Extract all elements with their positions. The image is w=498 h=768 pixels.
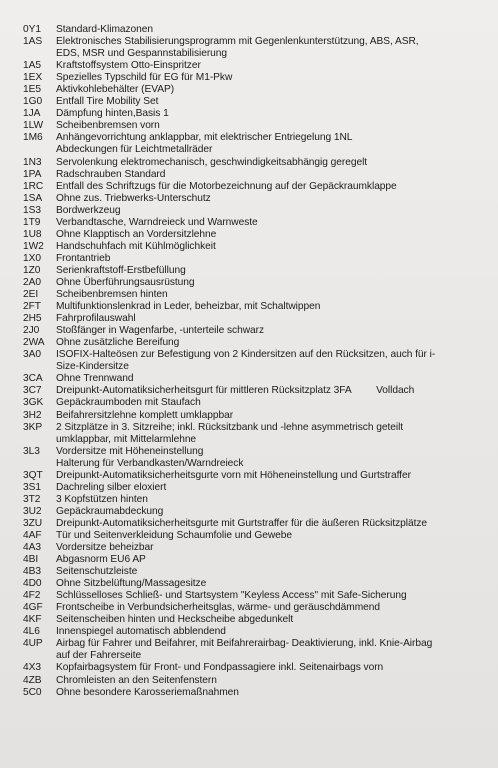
option-code: 5C0: [23, 686, 42, 698]
list-item: [23, 554, 488, 566]
option-description: Elektronisches Stabilisierungsprogramm mit Gegenlenkunterstützung, ABS, ASR,: [56, 36, 419, 48]
option-code: 2A0: [23, 276, 41, 288]
option-description: ISOFIX-Halteösen zur Befestigung von 2 Kindersitzen auf den Rücksitzen, auch für i-: [56, 349, 436, 361]
option-code: 1A5: [23, 60, 41, 72]
option-code: 3CA: [23, 373, 43, 385]
list-item: [23, 205, 488, 217]
option-description: Verbandtasche, Warndreieck und Warnweste: [56, 216, 258, 228]
option-code: [23, 434, 56, 446]
option-code: 3A0: [23, 349, 41, 361]
option-code: 4D0: [23, 578, 42, 590]
option-code: 2J0: [23, 325, 40, 337]
list-item: [23, 518, 488, 530]
option-code: 4BI: [23, 554, 39, 566]
list-item: [23, 446, 488, 458]
list-item: [23, 675, 488, 687]
option-code: 3S1: [23, 481, 41, 493]
list-item: [23, 494, 488, 506]
option-description: Scheibenbremsen vorn: [56, 120, 160, 132]
option-code: 3KP: [23, 421, 43, 433]
option-code: 4L6: [23, 626, 40, 638]
list-item: [23, 422, 488, 434]
list-item: [23, 434, 488, 446]
list-item: [23, 373, 488, 385]
option-code: 1JA: [23, 108, 41, 120]
option-description: auf der Fahrerseite: [56, 650, 142, 662]
list-item: [23, 578, 488, 590]
option-description: Kopfairbagsystem für Front- und Fondpassagiere inkl. Seitenairbags vorn: [56, 662, 384, 674]
list-item: [23, 385, 488, 397]
option-description: Abdeckungen für Leichtmetallräder: [56, 144, 213, 156]
option-code: 3T2: [23, 493, 41, 505]
option-code: 3QT: [23, 469, 43, 481]
option-description: Serienkraftstoff-Erstbefüllung: [56, 264, 186, 276]
option-code: 1G0: [23, 96, 43, 108]
list-item: [23, 289, 488, 301]
option-description: Frontscheibe in Verbundsicherheitsglas, wärme- und geräuschdämmend: [56, 602, 381, 614]
list-item: [23, 72, 488, 84]
option-code: 1X0: [23, 252, 41, 264]
list-item: [23, 229, 488, 241]
option-description: Schlüsselloses Schließ- und Startsystem "Keyless Access" mit Safe-Sicherung: [56, 590, 407, 602]
option-description: Innenspiegel automatisch abblendend: [56, 626, 226, 638]
option-description: umklappbar, mit Mittelarmlehne: [56, 433, 197, 445]
list-item: [23, 157, 488, 169]
option-code: 1E5: [23, 84, 41, 96]
option-code: 1N3: [23, 156, 42, 168]
option-code: 1PA: [23, 168, 42, 180]
option-description: Bordwerkzeug: [56, 204, 121, 216]
list-item: [23, 614, 488, 626]
list-item: [23, 337, 488, 349]
list-item: [23, 325, 488, 337]
option-description: Abgasnorm EU6 AP: [56, 554, 146, 566]
option-code: 1RC: [23, 180, 44, 192]
option-code: [23, 48, 56, 60]
option-description: Ohne besondere Karosseriemaßnahmen: [56, 686, 239, 698]
option-description: Chromleisten an den Seitenfenstern: [56, 674, 217, 686]
option-code: 1M6: [23, 132, 43, 144]
list-item: [23, 169, 488, 181]
option-description: 2 Sitzplätze in 3. Sitzreihe; inkl. Rücksitzbank und -lehne asymmetrisch geteilt: [56, 421, 404, 433]
list-item: [23, 36, 488, 48]
option-code: 2H5: [23, 313, 42, 325]
list-item: [23, 144, 488, 156]
option-description: Size-Kindersitze: [56, 361, 129, 373]
option-code: 1LW: [23, 120, 44, 132]
option-description: Fahrprofilauswahl: [56, 313, 136, 325]
option-description: Scheibenbremsen hinten: [56, 289, 168, 301]
option-code: [23, 650, 56, 662]
option-code: 3GK: [23, 397, 44, 409]
option-code: 3ZU: [23, 517, 43, 529]
option-description: Aktivkohlebehälter (EVAP): [56, 84, 175, 96]
option-code: 4AF: [23, 529, 42, 541]
option-description: Gepäckraumabdeckung: [56, 505, 164, 517]
option-description: Anhängevorrichtung anklappbar, mit elektrischer Entriegelung 1NL: [56, 132, 353, 144]
list-item: [23, 301, 488, 313]
option-description: Airbag für Fahrer und Beifahrer, mit Beifahrerairbag- Deaktivierung, inkl. Knie-Airbag: [56, 638, 433, 650]
option-code: 4X3: [23, 662, 41, 674]
option-description: Vordersitze mit Höheneinstellung: [56, 445, 204, 457]
option-code: 1EX: [23, 72, 43, 84]
list-item: [23, 482, 488, 494]
option-description: Entfall des Schriftzugs für die Motorbezeichnung auf der Gepäckraumklappe: [56, 180, 397, 192]
option-code: 4GF: [23, 602, 43, 614]
option-code: 0Y1: [23, 24, 41, 35]
list-item: [23, 458, 488, 470]
option-description: Ohne zusätzliche Bereifung: [56, 337, 180, 349]
option-description: Multifunktionslenkrad in Leder, beheizbar, mit Schaltwippen: [56, 301, 321, 313]
option-description: Ohne Trennwand: [56, 373, 134, 385]
option-description: Seitenschutzleiste: [56, 566, 138, 578]
option-code: 4ZB: [23, 674, 42, 686]
option-description: Seitenscheiben hinten und Heckscheibe abgedunkelt: [56, 614, 294, 626]
option-code: 3C7: [23, 385, 42, 397]
list-item: [23, 193, 488, 205]
option-description: Dreipunkt-Automatiksicherheitsgurte mit Gurtstraffer für die äußeren Rücksitzplätze: [56, 517, 428, 529]
option-description: Dreipunkt-Automatiksicherheitsgurt für mittleren Rücksitzplatz 3FA Volldach: [56, 385, 415, 397]
list-item: [23, 687, 488, 699]
option-description: Vordersitze beheizbar: [56, 542, 154, 554]
option-code: 4KF: [23, 614, 42, 626]
list-item: [23, 410, 488, 422]
list-item: [23, 650, 488, 662]
option-code: 1Z0: [23, 264, 41, 276]
option-code: 4B3: [23, 566, 41, 578]
option-description: Servolenkung elektromechanisch, geschwindigkeitsabhängig geregelt: [56, 156, 368, 168]
list-item: [23, 397, 488, 409]
list-item: [23, 24, 488, 36]
option-description: Entfall Tire Mobility Set: [56, 96, 159, 108]
list-item: [23, 530, 488, 542]
list-item: [23, 132, 488, 144]
list-item: [23, 108, 488, 120]
list-item: [23, 84, 488, 96]
option-code: 4UP: [23, 638, 43, 650]
option-description: Ohne Sitzbelüftung/Massagesitze: [56, 578, 207, 590]
option-description: Stoßfänger in Wagenfarbe, -unterteile schwarz: [56, 325, 265, 337]
option-description: Dämpfung hinten,Basis 1: [56, 108, 169, 120]
option-code: 1T9: [23, 216, 41, 228]
list-item: [23, 470, 488, 482]
option-description: Radschrauben Standard: [56, 168, 166, 180]
list-item: [23, 506, 488, 518]
option-code: 4A3: [23, 542, 41, 554]
option-description: Tür und Seitenverkleidung Schaumfolie und Gewebe: [56, 529, 293, 541]
option-description: Standard-Klimazonen: [56, 24, 154, 35]
option-code: 3U2: [23, 505, 42, 517]
list-item: [23, 241, 488, 253]
option-description: 3 Kopfstützen hinten: [56, 493, 148, 505]
list-item: [23, 542, 488, 554]
option-code: 1AS: [23, 36, 43, 48]
option-code: 1S3: [23, 204, 41, 216]
option-description: Frontantrieb: [56, 252, 111, 264]
option-code: 4F2: [23, 590, 41, 602]
option-code: [23, 361, 56, 373]
option-code: 2WA: [23, 337, 45, 349]
list-item: [23, 217, 488, 229]
list-item: [23, 662, 488, 674]
option-description: Dachreling silber eloxiert: [56, 481, 167, 493]
list-item: [23, 120, 488, 132]
option-description: Kraftstoffsystem Otto-Einspritzer: [56, 60, 201, 72]
list-item: [23, 96, 488, 108]
option-code: 3L3: [23, 445, 40, 457]
option-description: Dreipunkt-Automatiksicherheitsgurte vorn mit Höheneinstellung und Gurtstraffer: [56, 469, 411, 481]
list-item: [23, 48, 488, 60]
option-description: Handschuhfach mit Kühlmöglichkeit: [56, 240, 216, 252]
list-item: [23, 566, 488, 578]
option-code: 1W2: [23, 240, 44, 252]
option-description: Ohne zus. Triebwerks-Unterschutz: [56, 192, 211, 204]
option-description: Gepäckraumboden mit Staufach: [56, 397, 201, 409]
option-description: Spezielles Typschild für EG für M1-Pkw: [56, 72, 233, 84]
option-code: [23, 458, 56, 470]
list-item: [23, 253, 488, 265]
option-description: EDS, MSR und Gespannstabilisierung: [56, 48, 228, 60]
option-code: 2EI: [23, 289, 39, 301]
list-item: [23, 590, 488, 602]
list-item: [23, 602, 488, 614]
option-code: [23, 144, 56, 156]
list-item: [23, 313, 488, 325]
list-item: [23, 626, 488, 638]
list-item: [23, 349, 488, 361]
list-item: [23, 265, 488, 277]
option-code: 1SA: [23, 192, 43, 204]
option-description: Beifahrersitzlehne komplett umklappbar: [56, 409, 234, 421]
list-item: [23, 277, 488, 289]
option-description: Ohne Überführungsausrüstung: [56, 276, 195, 288]
list-item: [23, 361, 488, 373]
list-item: [23, 638, 488, 650]
option-code: 2FT: [23, 301, 41, 313]
option-code: 1U8: [23, 228, 42, 240]
option-description: Ohne Klapptisch an Vordersitzlehne: [56, 228, 217, 240]
option-code: 3H2: [23, 409, 42, 421]
option-description: Halterung für Verbandkasten/Warndreieck: [56, 457, 244, 469]
list-item: [23, 60, 488, 72]
list-item: [23, 181, 488, 193]
